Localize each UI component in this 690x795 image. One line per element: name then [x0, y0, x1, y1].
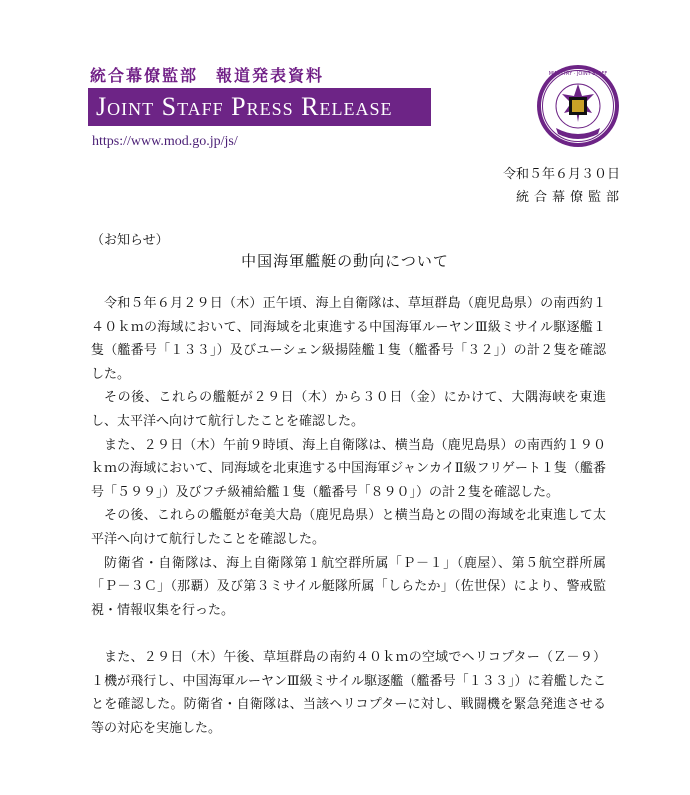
issuer: 統合幕僚監部: [515, 190, 624, 205]
paragraph: その後、これらの艦艇が２９日（木）から３０日（金）にかけて、大隅海峡を東進し、太平洋へ向けて航行したことを確認した。: [91, 390, 606, 429]
release-date: 令和５年６月３０日: [502, 167, 620, 182]
document-body: [91, 292, 606, 740]
paragraph: 防衛省・自衛隊は、海上自衛隊第１航空群所属「Ｐ－１」（鹿屋）、第５航空群所属「Ｐ－３Ｃ」（那覇）及び第３ミサイル艇隊所属「しらたか」（佐世保）により、警戒監視・情報収集を行った。: [91, 555, 606, 618]
press-release-banner: Joint Staff Press Release: [88, 88, 431, 126]
joint-staff-emblem-icon: [536, 64, 620, 148]
paragraph: また、２９日（木）午前９時頃、海上自衛隊は、横当島（鹿児島県）の南西約１９０ｋｍの海域において、同海域を北東進する中国海軍ジャンカイⅡ級フリゲート１隻（艦番号「５９９」）及びフチ級補給艦１隻（艦番号「８９０」）の計２隻を確認した。: [91, 437, 606, 500]
header-org-title: 統合幕僚監部 報道発表資料: [90, 66, 325, 85]
paragraph: 令和５年６月２９日（木）正午頃、海上自衛隊は、草垣群島（鹿児島県）の南西約１４０ｋｍの海域において、同海域を北東進する中国海軍ルーヤンⅢ級ミサイル駆逐艦１隻（艦番号「１３３」）及びユーシェン級揚陸艦１隻（艦番号「３２」）の計２隻を確認した。: [91, 296, 606, 382]
document-title: 中国海軍艦艇の動向について: [241, 252, 449, 270]
website-link[interactable]: https://www.mod.go.jp/js/: [92, 134, 238, 149]
paragraph: その後、これらの艦艇が奄美大島（鹿児島県）と横当島との間の海域を北東進して太平洋へ向けて航行したことを確認した。: [91, 508, 606, 547]
svg-text:MINISTRY · JOINT STAFF: MINISTRY · JOINT STAFF: [548, 71, 608, 77]
paragraph: また、２９日（木）午後、草垣群島の南約４０ｋｍの空域でヘリコプター（Ｚ－９）１機が飛行し、中国海軍ルーヤンⅢ級ミサイル駆逐艦（艦番号「１３３」）に着艦したことを確認した。防衛省・自衛隊は、当該ヘリコプターに対し、戦闘機を緊急発進させる等の対応を実施した。: [91, 649, 606, 736]
notice-label: （お知らせ）: [91, 233, 169, 248]
